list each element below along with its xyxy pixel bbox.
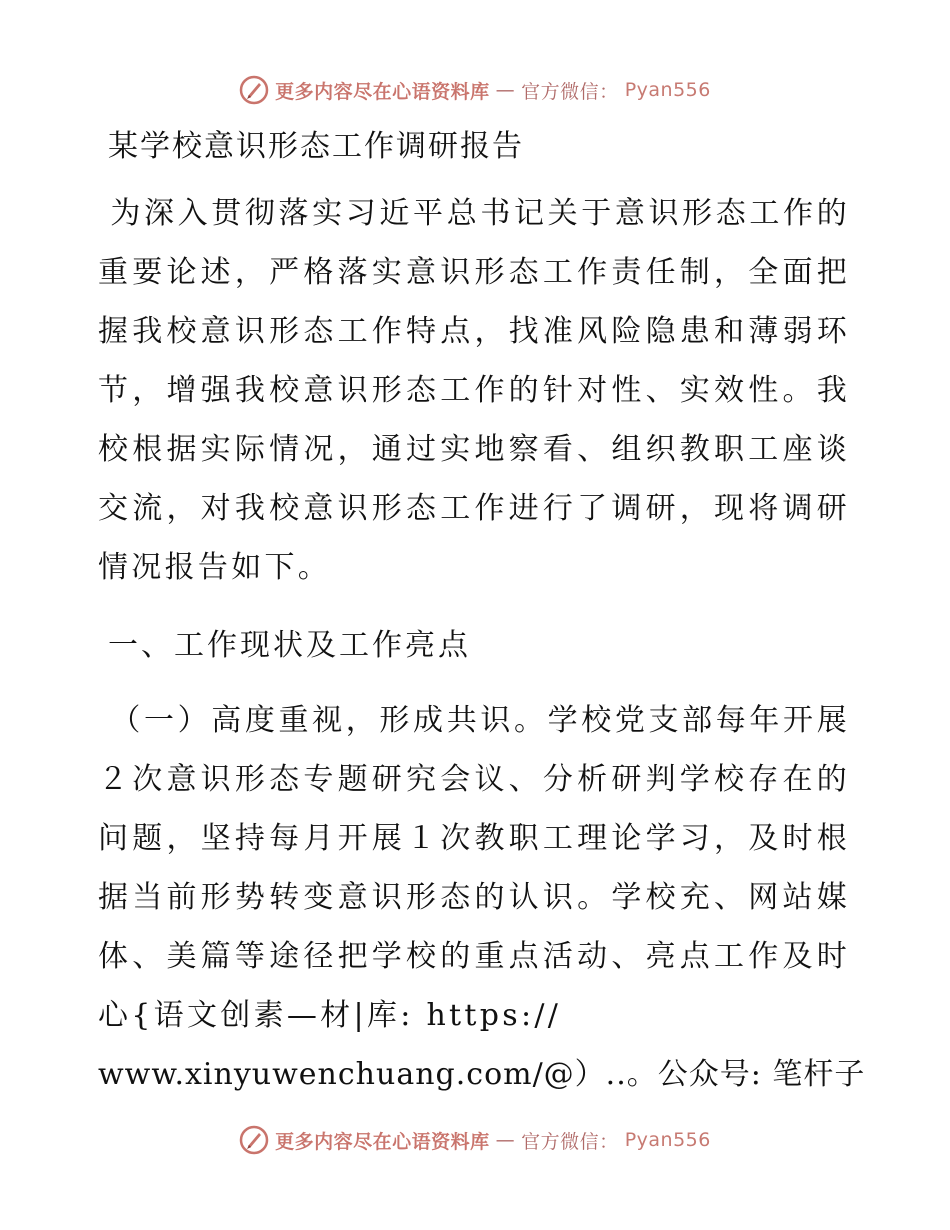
section-paragraph xyxy=(98,691,850,1045)
section-text: （一）高度重视，形成共识。学校党支部每年开展２次意识形态专题研究会议、分析研判学校存在的问题，坚持每月开展１次教职工理论学习，及时根据当前形势转变意识形态的认识。学校充、网站媒体、美篇等途径把学校的重点活动、亮点工作及时心{语文创素—材|库: https:// xyxy=(98,703,850,1033)
section-heading: 一、工作现状及工作亮点 xyxy=(108,628,471,663)
watermark-wechat-label: 官方微信： xyxy=(521,1130,619,1153)
document-body xyxy=(98,122,866,1104)
intro-text: 为深入贯彻落实习近平总书记关于意识形态工作的重要论述，严格落实意识形态工作责任制，全面把握我校意识形态工作特点，找准风险隐患和薄弱环节，增强我校意识形态工作的针对性、实效性。我校根据实际情况，通过实地察看、组织教职工座谈交流，对我校意识形态工作进行了调研，现将调研情况报告如下。 xyxy=(98,196,850,585)
watermark-wechat-id: Pyan556 xyxy=(624,1129,711,1151)
watermark-separator: — xyxy=(495,1129,516,1151)
watermark-footer xyxy=(0,1120,950,1160)
quill-pen-icon xyxy=(239,75,269,105)
watermark-brand: 更多内容尽在心语资料库 xyxy=(275,1130,490,1153)
url-line: www.xinyuwenchuang.com/@）..。公众号: 笔杆子 xyxy=(98,1057,866,1092)
watermark-header xyxy=(0,70,950,110)
document-title: 某学校意识形态工作调研报告 xyxy=(108,129,524,164)
intro-paragraph xyxy=(98,184,850,597)
watermark-wechat-label: 官方微信： xyxy=(521,80,619,103)
watermark-brand: 更多内容尽在心语资料库 xyxy=(275,80,490,103)
quill-pen-icon xyxy=(239,1125,269,1155)
watermark-separator: — xyxy=(495,79,516,101)
watermark-wechat-id: Pyan556 xyxy=(624,79,711,101)
